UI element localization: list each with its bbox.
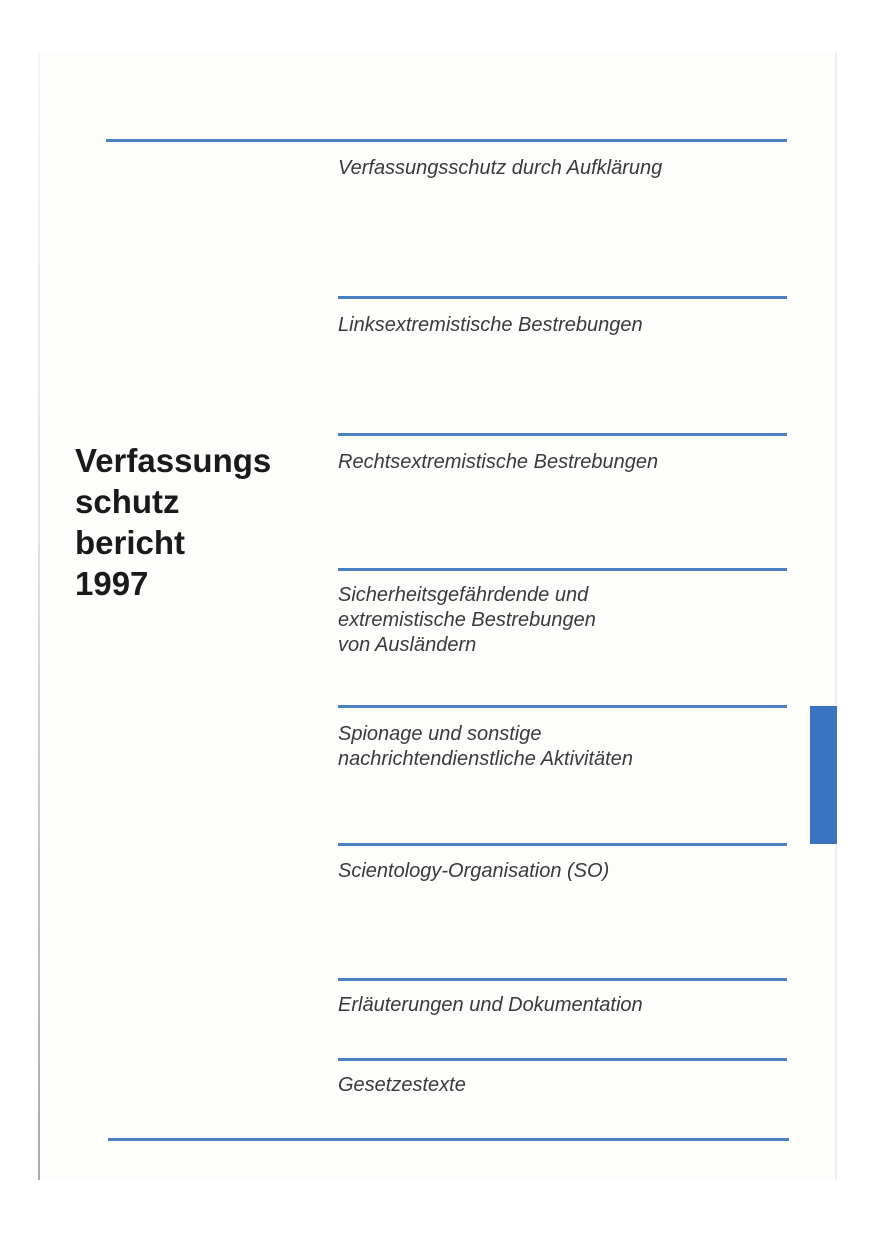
section-rule-rechts bbox=[338, 433, 787, 436]
page-left-edge bbox=[38, 52, 40, 1180]
section-label-auslaender: Sicherheitsgefährdende und extremistische Bestrebungen von Ausländern bbox=[338, 584, 596, 656]
section-label-spionage: Spionage und sonstige nachrichtendienstliche Aktivitäten bbox=[338, 723, 633, 770]
title-line-3: bericht bbox=[75, 524, 186, 561]
section-rule-spionage bbox=[338, 705, 787, 708]
title-line-4: 1997 bbox=[75, 565, 149, 602]
document-title bbox=[75, 440, 315, 604]
title-line-2: schutz bbox=[75, 483, 180, 520]
top-rule bbox=[106, 139, 787, 142]
title-line-1: Verfassungs bbox=[75, 442, 272, 479]
section-rule-gesetze bbox=[338, 1058, 787, 1061]
section-rule-dokumentation bbox=[338, 978, 787, 981]
section-rule-auslaender bbox=[338, 568, 787, 571]
section-thumb-tab bbox=[810, 706, 837, 844]
section-rule-links bbox=[338, 296, 787, 299]
section-label-scientology: Scientology-Organisation (SO) bbox=[338, 860, 610, 882]
section-label-gesetze: Gesetzestexte bbox=[338, 1074, 466, 1096]
bottom-rule bbox=[108, 1138, 789, 1141]
section-rule-scientology bbox=[338, 843, 787, 846]
section-label-links: Linksextremistische Bestrebungen bbox=[338, 314, 643, 336]
section-label-dokumentation: Erläuterungen und Dokumentation bbox=[338, 994, 643, 1016]
section-label-aufklaerung: Verfassungsschutz durch Aufklärung bbox=[338, 157, 663, 179]
section-label-rechts: Rechtsextremistische Bestrebungen bbox=[338, 451, 659, 473]
